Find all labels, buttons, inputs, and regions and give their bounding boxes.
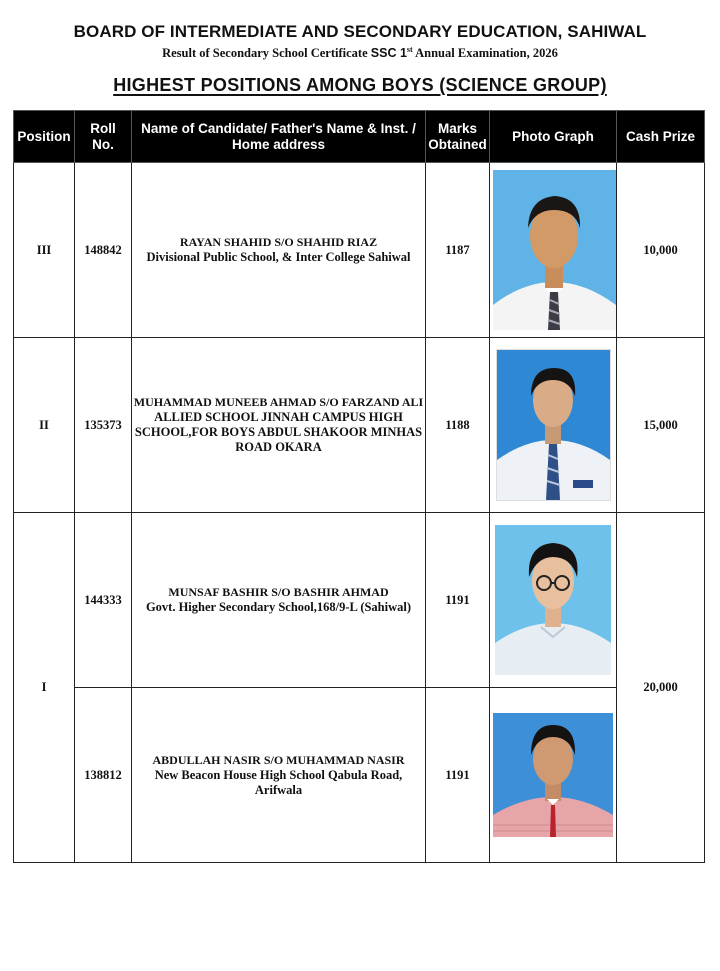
- col-header-prize: Cash Prize: [617, 111, 705, 163]
- candidate-photo: [493, 713, 613, 837]
- position-cell: II: [14, 338, 75, 513]
- marks-cell: 1188: [426, 338, 490, 513]
- prize-cell: 10,000: [617, 163, 705, 338]
- board-title: BOARD OF INTERMEDIATE AND SECONDARY EDUCATION, SAHIWAL: [73, 22, 647, 41]
- col-header-marks: Marks Obtained: [426, 111, 490, 163]
- exam-subtitle: [0, 45, 720, 61]
- prize-cell: 20,000: [617, 513, 705, 863]
- position-cell: III: [14, 163, 75, 338]
- results-table: [13, 110, 705, 863]
- page-heading: [0, 75, 720, 96]
- col-header-photo: Photo Graph: [490, 111, 617, 163]
- roll-cell: 144333: [75, 513, 132, 688]
- marks-cell: 1191: [426, 688, 490, 863]
- roll-cell: 148842: [75, 163, 132, 338]
- marks-cell: 1191: [426, 513, 490, 688]
- candidate-school: New Beacon House High School Qabula Road, Arifwala: [154, 767, 403, 797]
- photo-cell: [490, 163, 617, 338]
- subtitle-suffix: Annual Examination, 2026: [415, 46, 558, 61]
- candidate-cell: [132, 163, 426, 338]
- heading-text: HIGHEST POSITIONS AMONG BOYS (SCIENCE GROUP): [113, 75, 607, 95]
- photo-cell: [490, 338, 617, 513]
- candidate-name: MUNSAF BASHIR S/O BASHIR AHMAD: [168, 585, 389, 599]
- subtitle-prefix: Result of Secondary School Certificate: [162, 46, 368, 61]
- col-header-name: Name of Candidate/ Father's Name & Inst. / Home address: [132, 111, 426, 163]
- table-row: [14, 688, 705, 863]
- roll-cell: 135373: [75, 338, 132, 513]
- candidate-name: MUHAMMAD MUNEEB AHMAD S/O FARZAND ALI: [133, 395, 424, 409]
- candidate-cell: [132, 338, 426, 513]
- candidate-name: ABDULLAH NASIR S/O MUHAMMAD NASIR: [152, 752, 405, 767]
- candidate-photo: [496, 349, 611, 501]
- col-header-position: Position: [14, 111, 75, 163]
- subtitle-sup: st: [406, 45, 413, 54]
- candidate-name: RAYAN SHAHID S/O SHAHID RIAZ: [179, 235, 378, 249]
- candidate-school: ALLIED SCHOOL JINNAH CAMPUS HIGH SCHOOL,FOR BOYS ABDUL SHAKOOR MINHAS ROAD OKARA: [134, 410, 423, 454]
- col-header-roll: Roll No.: [75, 111, 132, 163]
- candidate-cell: [132, 688, 426, 863]
- candidate-school: Govt. Higher Secondary School,168/9-L (Sahiwal): [145, 600, 412, 614]
- candidate-photo: [495, 525, 611, 675]
- photo-cell: [490, 688, 617, 863]
- marks-cell: 1187: [426, 163, 490, 338]
- candidate-photo: [493, 170, 616, 330]
- prize-cell: 15,000: [617, 338, 705, 513]
- table-row: [14, 163, 705, 338]
- table-header-row: [14, 111, 705, 163]
- subtitle-ssc: SSC 1: [370, 46, 407, 61]
- photo-cell: [490, 513, 617, 688]
- candidate-cell: [132, 513, 426, 688]
- candidate-school: Divisional Public School, & Inter College Sahiwal: [146, 250, 411, 264]
- table-row: [14, 338, 705, 513]
- position-cell: I: [14, 513, 75, 863]
- table-row: [14, 513, 705, 688]
- roll-cell: 138812: [75, 688, 132, 863]
